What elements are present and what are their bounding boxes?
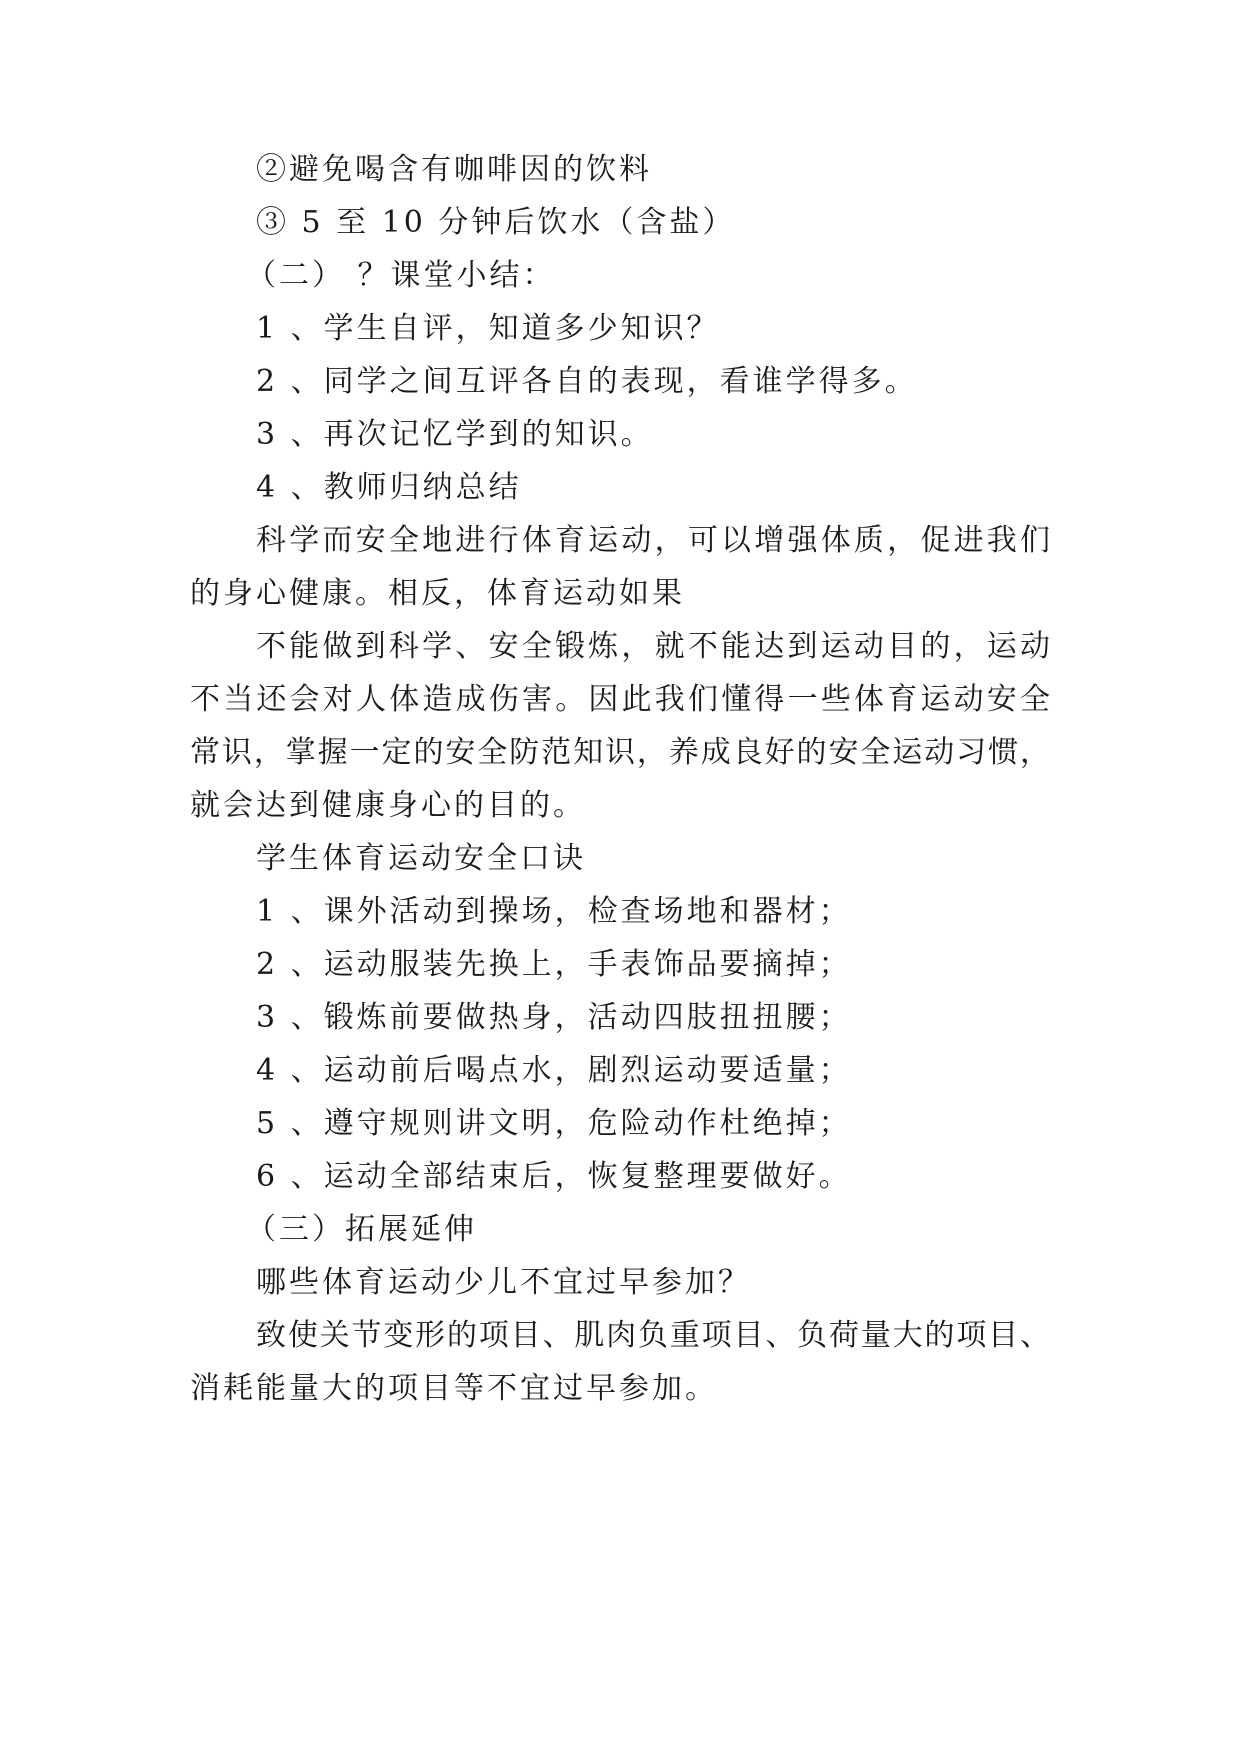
section-heading: （三）拓展延伸	[246, 1212, 477, 1247]
list-item: 3 、再次记忆学到的知识。	[256, 417, 654, 452]
paragraph-line: 不能做到科学、安全锻炼，就不能达到运动目的，运动	[256, 629, 1050, 664]
paragraph-line: 哪些体育运动少儿不宜过早参加？	[256, 1265, 751, 1300]
section-heading: 学生体育运动安全口诀	[256, 841, 586, 876]
section-heading: （二） ？课堂小结：	[246, 258, 556, 293]
list-item: 3 、锻炼前要做热身，活动四肢扭扭腰；	[256, 1000, 852, 1035]
paragraph-line: 致使关节变形的项目、肌肉负重项目、负荷量大的项目、	[256, 1318, 1050, 1353]
paragraph-line: 的身心健康。相反，体育运动如果	[190, 576, 685, 611]
list-item: 1 、学生自评，知道多少知识？	[256, 311, 720, 346]
list-item: 1 、课外活动到操场，检查场地和器材；	[256, 894, 852, 929]
paragraph-line: 消耗能量大的项目等不宜过早参加。	[190, 1371, 718, 1406]
list-item: 4 、运动前后喝点水，剧烈运动要适量；	[256, 1053, 852, 1088]
list-item: 2 、运动服装先换上，手表饰品要摘掉；	[256, 947, 852, 982]
paragraph-line: 科学而安全地进行体育运动，可以增强体质，促进我们	[256, 523, 1050, 558]
paragraph-line: 就会达到健康身心的目的。	[190, 788, 586, 823]
list-item: ②避免喝含有咖啡因的饮料	[256, 152, 652, 187]
list-item: ③ 5 至 10 分钟后饮水（含盐）	[256, 205, 736, 240]
paragraph-line: 常识，掌握一定的安全防范知识，养成良好的安全运动习惯，	[190, 735, 1050, 770]
list-item: 5 、遵守规则讲文明，危险动作杜绝掉；	[256, 1106, 852, 1141]
paragraph-line: 不当还会对人体造成伤害。因此我们懂得一些体育运动安全	[190, 682, 1050, 717]
list-item: 2 、同学之间互评各自的表现，看谁学得多。	[256, 364, 918, 399]
list-item: 4 、教师归纳总结	[256, 470, 522, 505]
list-item: 6 、运动全部结束后，恢复整理要做好。	[256, 1159, 852, 1194]
